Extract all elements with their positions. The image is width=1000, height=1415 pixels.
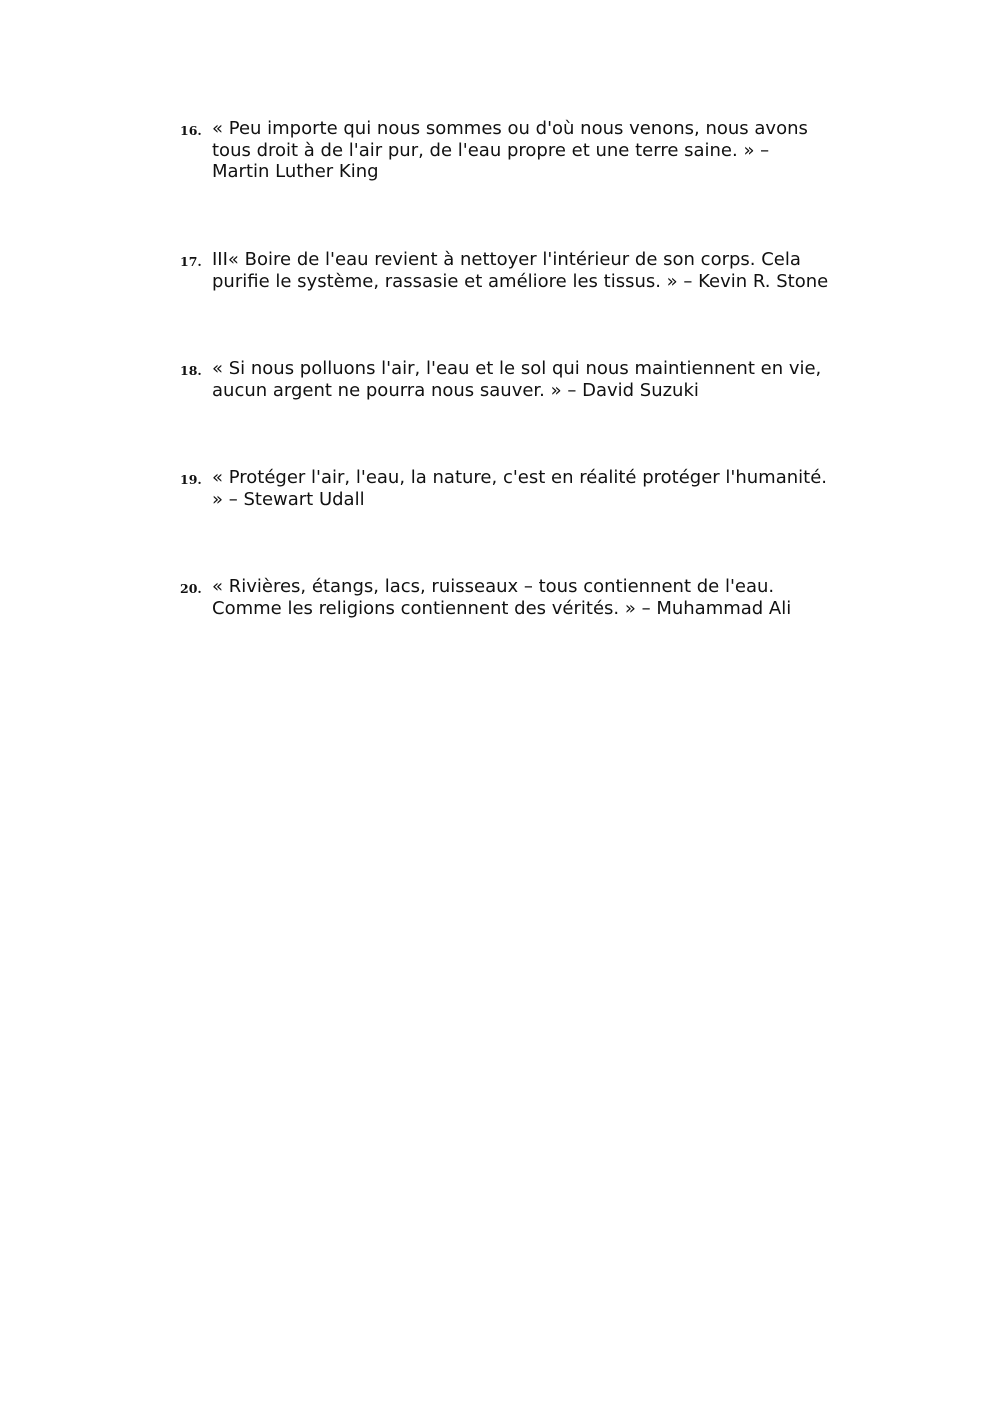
quote-text [212,118,860,183]
quote-line: tous droit à de l'air pur, de l'eau propre et une terre saine. » – [212,139,770,161]
quote-line: « Si nous polluons l'air, l'eau et le sol qui nous maintiennent en vie, [212,358,822,379]
quote-line: purifie le système, rassasie et améliore les tissus. » – Kevin R. Stone [212,270,829,292]
quote-line: « Rivières, étangs, lacs, ruisseaux – tous contiennent de l'eau. [212,576,775,597]
quote-number: 18. [180,363,202,378]
quote-number: 17. [180,254,202,269]
quote-line: aucun argent ne pourra nous sauver. » – David Suzuki [212,379,699,401]
quote-line: III« Boire de l'eau revient à nettoyer l'intérieur de son corps. Cela [212,249,801,270]
quote-line: Martin Luther King [212,161,379,182]
quote-line: « Peu importe qui nous sommes ou d'où nous venons, nous avons [212,118,808,139]
quote-number: 20. [180,581,202,596]
quote-text [212,467,860,510]
quote-line: Comme les religions contiennent des vérités. » – Muhammad Ali [212,597,792,619]
list-item-quote-20 [180,576,860,619]
quote-text [212,358,860,401]
quote-text [212,576,860,619]
quote-line: « Protéger l'air, l'eau, la nature, c'est en réalité protéger l'humanité. [212,467,827,488]
list-item-quote-16 [180,118,860,249]
quote-text [212,249,860,292]
list-item-quote-17 [180,249,860,358]
quote-list [180,118,860,619]
quote-number: 19. [180,472,202,487]
list-item-quote-19 [180,467,860,576]
list-item-quote-18 [180,358,860,467]
quote-number: 16. [180,123,202,138]
quote-line: » – Stewart Udall [212,488,365,510]
